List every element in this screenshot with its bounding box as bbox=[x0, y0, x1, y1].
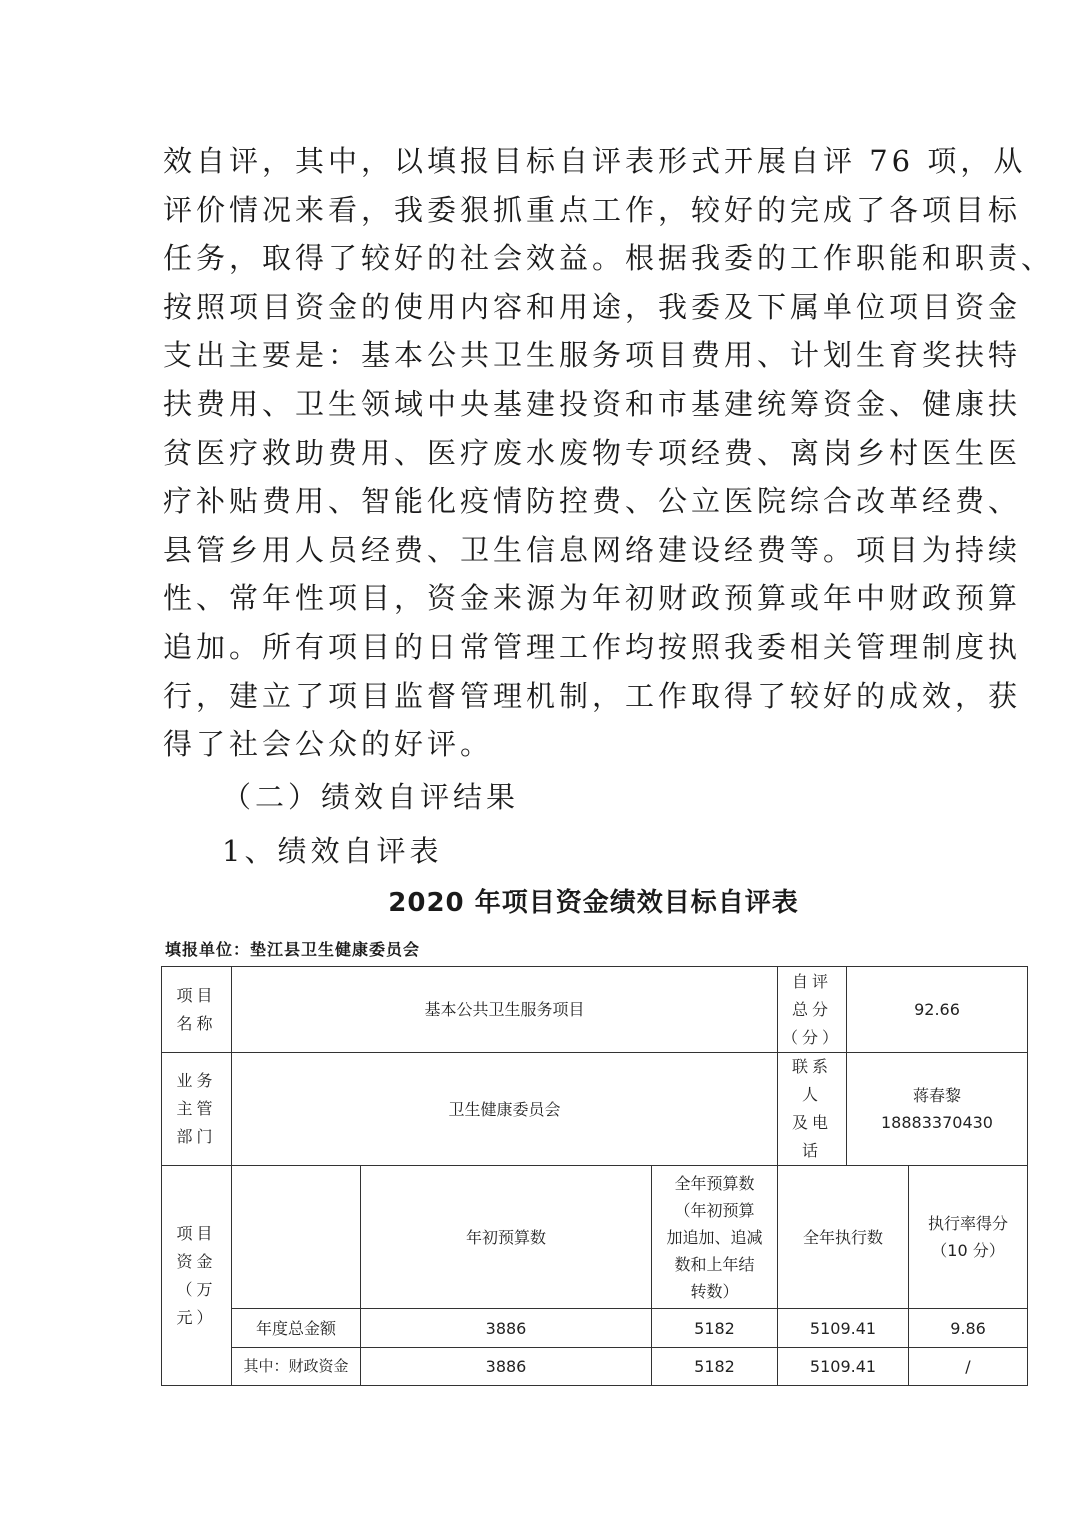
body-paragraph bbox=[163, 137, 1055, 769]
cell-full: 5182 bbox=[652, 1309, 778, 1348]
table-row bbox=[162, 1348, 1028, 1386]
cell-score: 9.86 bbox=[909, 1309, 1028, 1348]
cell-initial: 3886 bbox=[361, 1348, 652, 1386]
contact-value bbox=[847, 1053, 1028, 1166]
cell-full: 5182 bbox=[652, 1348, 778, 1386]
col-full-budget: 全年预算数 （年初预算 加追加、追减 数和上年结 转数） bbox=[652, 1166, 778, 1309]
row-label: 其中：财政资金 bbox=[232, 1348, 361, 1386]
body-line: 按照项目资金的使用内容和用途，我委及下属单位项目资金 bbox=[163, 289, 1022, 324]
dept-label: 业务 主管 部门 bbox=[162, 1053, 232, 1166]
cell-initial: 3886 bbox=[361, 1309, 652, 1348]
table-row bbox=[162, 1309, 1028, 1348]
body-line: 性、常年性项目，资金来源为年初财政预算或年中财政预算 bbox=[163, 581, 1022, 616]
fill-unit-label: 填报单位：垫江县卫生健康委员会 bbox=[165, 940, 421, 959]
self-score-value: 92.66 bbox=[847, 967, 1028, 1053]
funds-label: 项目 资金 （万 元） bbox=[162, 1166, 232, 1386]
project-name-value: 基本公共卫生服务项目 bbox=[232, 967, 778, 1053]
body-line: 疗补贴费用、智能化疫情防控费、公立医院综合改革经费、 bbox=[163, 484, 1022, 519]
subsection-heading: 1、绩效自评表 bbox=[222, 834, 443, 868]
col-execution: 全年执行数 bbox=[778, 1166, 909, 1309]
project-name-label: 项目 名称 bbox=[162, 967, 232, 1053]
cell-score: / bbox=[909, 1348, 1028, 1386]
body-line: 任务，取得了较好的社会效益。根据我委的工作职能和职责、 bbox=[163, 241, 1055, 276]
blank-header-cell bbox=[232, 1166, 361, 1309]
body-line: 支出主要是：基本公共卫生服务项目费用、计划生育奖扶特 bbox=[163, 338, 1022, 373]
body-line: 评价情况来看，我委狠抓重点工作，较好的完成了各项目标 bbox=[163, 192, 1022, 227]
self-evaluation-table bbox=[161, 966, 1028, 1386]
table-title: 2020 年项目资金绩效目标自评表 bbox=[388, 888, 799, 918]
dept-value: 卫生健康委员会 bbox=[232, 1053, 778, 1166]
col-score: 执行率得分 （10 分） bbox=[909, 1166, 1028, 1309]
contact-phone: 18883370430 bbox=[881, 1113, 993, 1132]
self-score-label: 自评 总分 （分） bbox=[778, 967, 847, 1053]
col-initial-budget: 年初预算数 bbox=[361, 1166, 652, 1309]
body-line: 行，建立了项目监督管理机制，工作取得了较好的成效，获 bbox=[163, 678, 1022, 713]
body-line: 贫医疗救助费用、医疗废水废物专项经费、离岗乡村医生医 bbox=[163, 435, 1022, 470]
contact-label: 联系 人 及电 话 bbox=[778, 1053, 847, 1166]
contact-name: 蒋春黎 bbox=[912, 1086, 961, 1105]
section-heading: （二）绩效自评结果 bbox=[222, 780, 520, 814]
body-line: 追加。所有项目的日常管理工作均按照我委相关管理制度执 bbox=[163, 629, 1022, 664]
row-label: 年度总金额 bbox=[232, 1309, 361, 1348]
cell-exec: 5109.41 bbox=[778, 1348, 909, 1386]
body-line: 得了社会公众的好评。 bbox=[163, 727, 494, 762]
body-line: 扶费用、卫生领域中央基建投资和市基建统筹资金、健康扶 bbox=[163, 386, 1022, 421]
cell-exec: 5109.41 bbox=[778, 1309, 909, 1348]
body-line: 效自评，其中，以填报目标自评表形式开展自评 76 项，从 bbox=[163, 144, 1027, 178]
body-line: 县管乡用人员经费、卫生信息网络建设经费等。项目为持续 bbox=[163, 532, 1022, 567]
